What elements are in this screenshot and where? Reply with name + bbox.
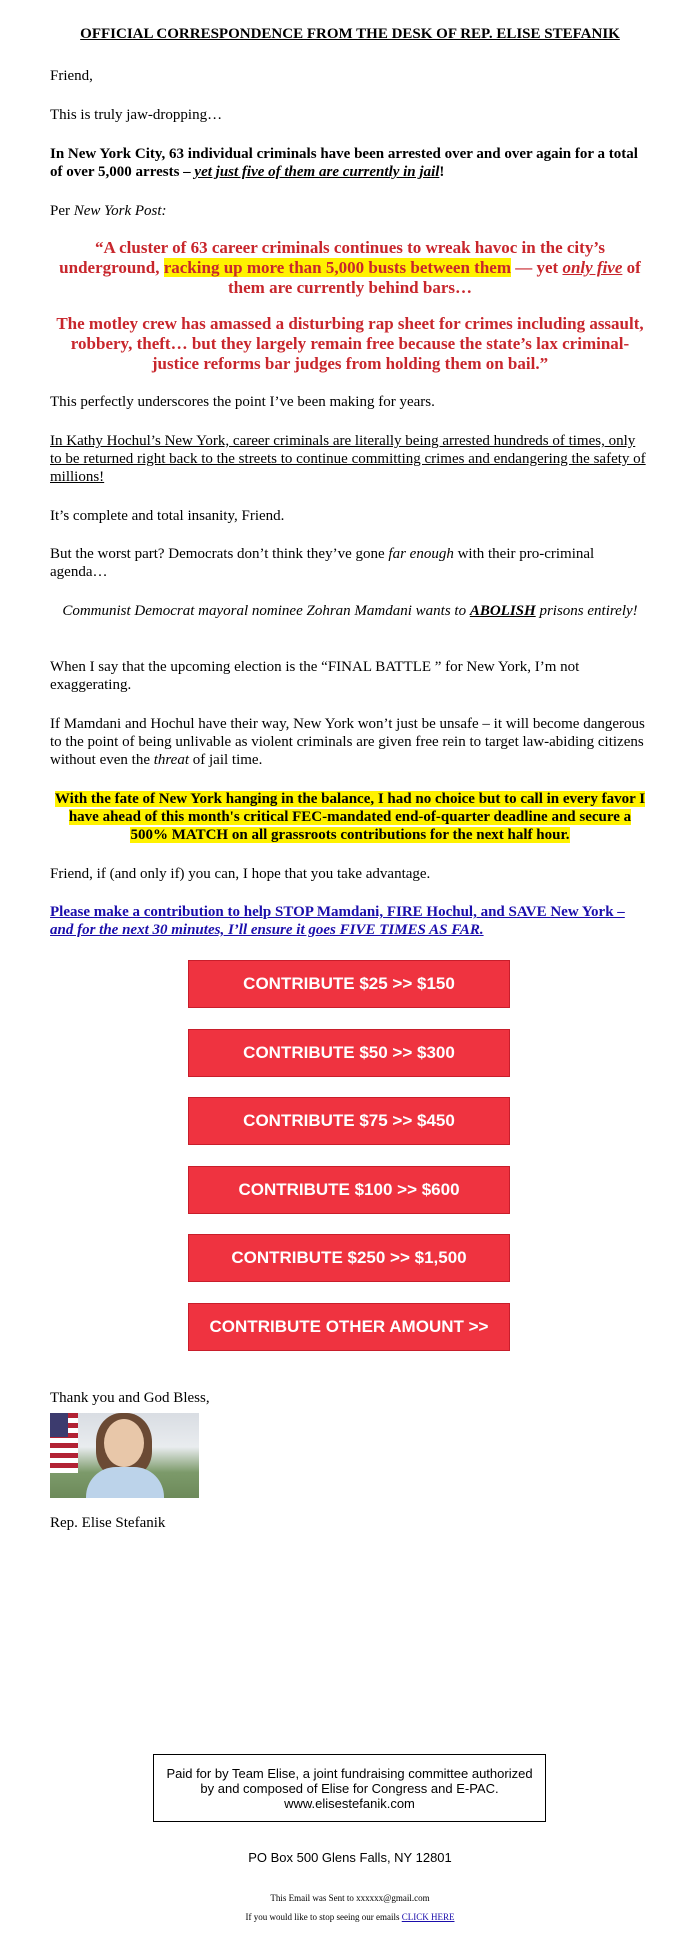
paragraph-6-text: But the worst part? Democrats don’t think they’ve gone <box>50 546 389 562</box>
quote-2: The motley crew has amassed a disturbing rap sheet for crimes including assault, robbery, theft… but they largely remain free because the state’s lax criminal-justice reforms bar judges from holding them on bail.” <box>56 314 644 373</box>
unsubscribe-line <box>0 1912 700 1922</box>
greeting: Friend, <box>50 68 93 84</box>
per-source: New York Post: <box>73 203 167 219</box>
per-line <box>50 202 167 220</box>
paragraph-5: It’s complete and total insanity, Friend. <box>50 508 285 524</box>
paragraph-2-emphasis: yet just five of them are currently in jail <box>194 164 440 180</box>
contribute-other-button[interactable]: CONTRIBUTE OTHER AMOUNT >> <box>188 1303 510 1351</box>
paragraph-6-emphasis: far enough <box>388 546 454 562</box>
contribute-link-emphasis[interactable]: and for the next 30 minutes, I’ll ensure it goes FIVE TIMES AS FAR. <box>50 922 484 938</box>
paragraph-7-end: prisons entirely! <box>535 603 638 619</box>
contribute-250-button[interactable]: CONTRIBUTE $250 >> $1,500 <box>188 1234 510 1282</box>
mailing-address: PO Box 500 Glens Falls, NY 12801 <box>248 1850 452 1865</box>
contribute-link-anchor[interactable] <box>50 904 625 938</box>
contribute-link-text[interactable]: Please make a contribution to help STOP Mamdani, FIRE Hochul, and SAVE New York – <box>50 904 625 920</box>
paragraph-9-end: of jail time. <box>189 752 263 768</box>
contribute-75-button[interactable]: CONTRIBUTE $75 >> $450 <box>188 1097 510 1145</box>
paragraph-10-highlight: With the fate of New York hanging in the balance, I had no choice but to call in every favor I have ahead of this month's critical FEC-mandated end-of-quarter deadline and secure a 500% MATCH on all grassroots contributions for the next half hour. <box>54 791 646 843</box>
paragraph-8: When I say that the upcoming election is the “FINAL BATTLE ” for New York, I’m not exaggerating. <box>50 659 580 693</box>
per-label: Per <box>50 203 74 219</box>
email-header-title: OFFICIAL CORRESPONDENCE FROM THE DESK OF REP. ELISE STEFANIK <box>80 26 620 42</box>
paragraph-7 <box>50 602 650 620</box>
quote-1-part-a: “A cluster of 63 career criminals continues to wreak havoc in the city’s underground, <box>59 238 605 277</box>
paragraph-9-emphasis: threat <box>153 752 190 768</box>
quote-1-part-b: — yet <box>510 258 563 277</box>
closing-line: Thank you and God Bless, <box>50 1390 210 1406</box>
quote-1 <box>50 238 650 298</box>
paragraph-6-end: with their pro-criminal agenda… <box>50 546 595 580</box>
paragraph-4: In Kathy Hochul’s New York, career criminals are literally being arrested hundreds of times, only to be returned right back to the streets to continue committing crimes and endangering the safety of millions! <box>50 433 646 485</box>
unsubscribe-text: If you would like to stop seeing our emails <box>245 1912 402 1922</box>
paragraph-2-text: In New York City, 63 individual criminals have been arrested over and over again for a total of over 5,000 arrests – <box>50 146 638 180</box>
sent-to-notice: This Email was Sent to xxxxxx@gmail.com <box>270 1893 430 1903</box>
paid-for-disclaimer <box>153 1754 546 1822</box>
paragraph-7-text: Communist Democrat mayoral nominee Zohran Mamdani wants to <box>62 603 470 619</box>
paragraph-9 <box>50 715 650 769</box>
paragraph-2-end: ! <box>439 164 445 180</box>
signature-name: Rep. Elise Stefanik <box>50 1515 166 1531</box>
quote-1-emphasis: only five <box>562 258 623 277</box>
signature-photo <box>50 1413 199 1498</box>
paragraph-10 <box>50 790 650 844</box>
contribute-link[interactable] <box>50 903 650 939</box>
contribute-25-button[interactable]: CONTRIBUTE $25 >> $150 <box>188 960 510 1008</box>
contribute-50-button[interactable]: CONTRIBUTE $50 >> $300 <box>188 1029 510 1077</box>
portrait-face <box>104 1419 144 1467</box>
paragraph-3: This perfectly underscores the point I’ve been making for years. <box>50 394 435 410</box>
paragraph-11: Friend, if (and only if) you can, I hope that you take advantage. <box>50 866 431 882</box>
unsubscribe-link[interactable]: CLICK HERE <box>401 1912 455 1922</box>
portrait-shirt <box>86 1467 164 1498</box>
paragraph-9-text: If Mamdani and Hochul have their way, New York won’t just be unsafe – it will become dangerous to the point of being unlivable as violent criminals are given free rein to target law-abiding citizens without even the <box>50 716 645 768</box>
quote-1-highlight: racking up more than 5,000 busts between them <box>163 258 511 277</box>
paragraph-2 <box>50 145 650 181</box>
flag-canton <box>50 1413 68 1437</box>
paragraph-6 <box>50 545 650 581</box>
quote-1-part-c: of them are currently behind bars… <box>228 258 641 297</box>
paragraph-7-abolish: ABOLISH <box>469 603 536 619</box>
contribute-100-button[interactable]: CONTRIBUTE $100 >> $600 <box>188 1166 510 1214</box>
paragraph-1: This is truly jaw-dropping… <box>50 107 223 123</box>
paid-for-text: Paid for by Team Elise, a joint fundraising committee authorized by and composed of Elise for Congress and E-PAC. www.elisestefanik.com <box>166 1765 533 1811</box>
